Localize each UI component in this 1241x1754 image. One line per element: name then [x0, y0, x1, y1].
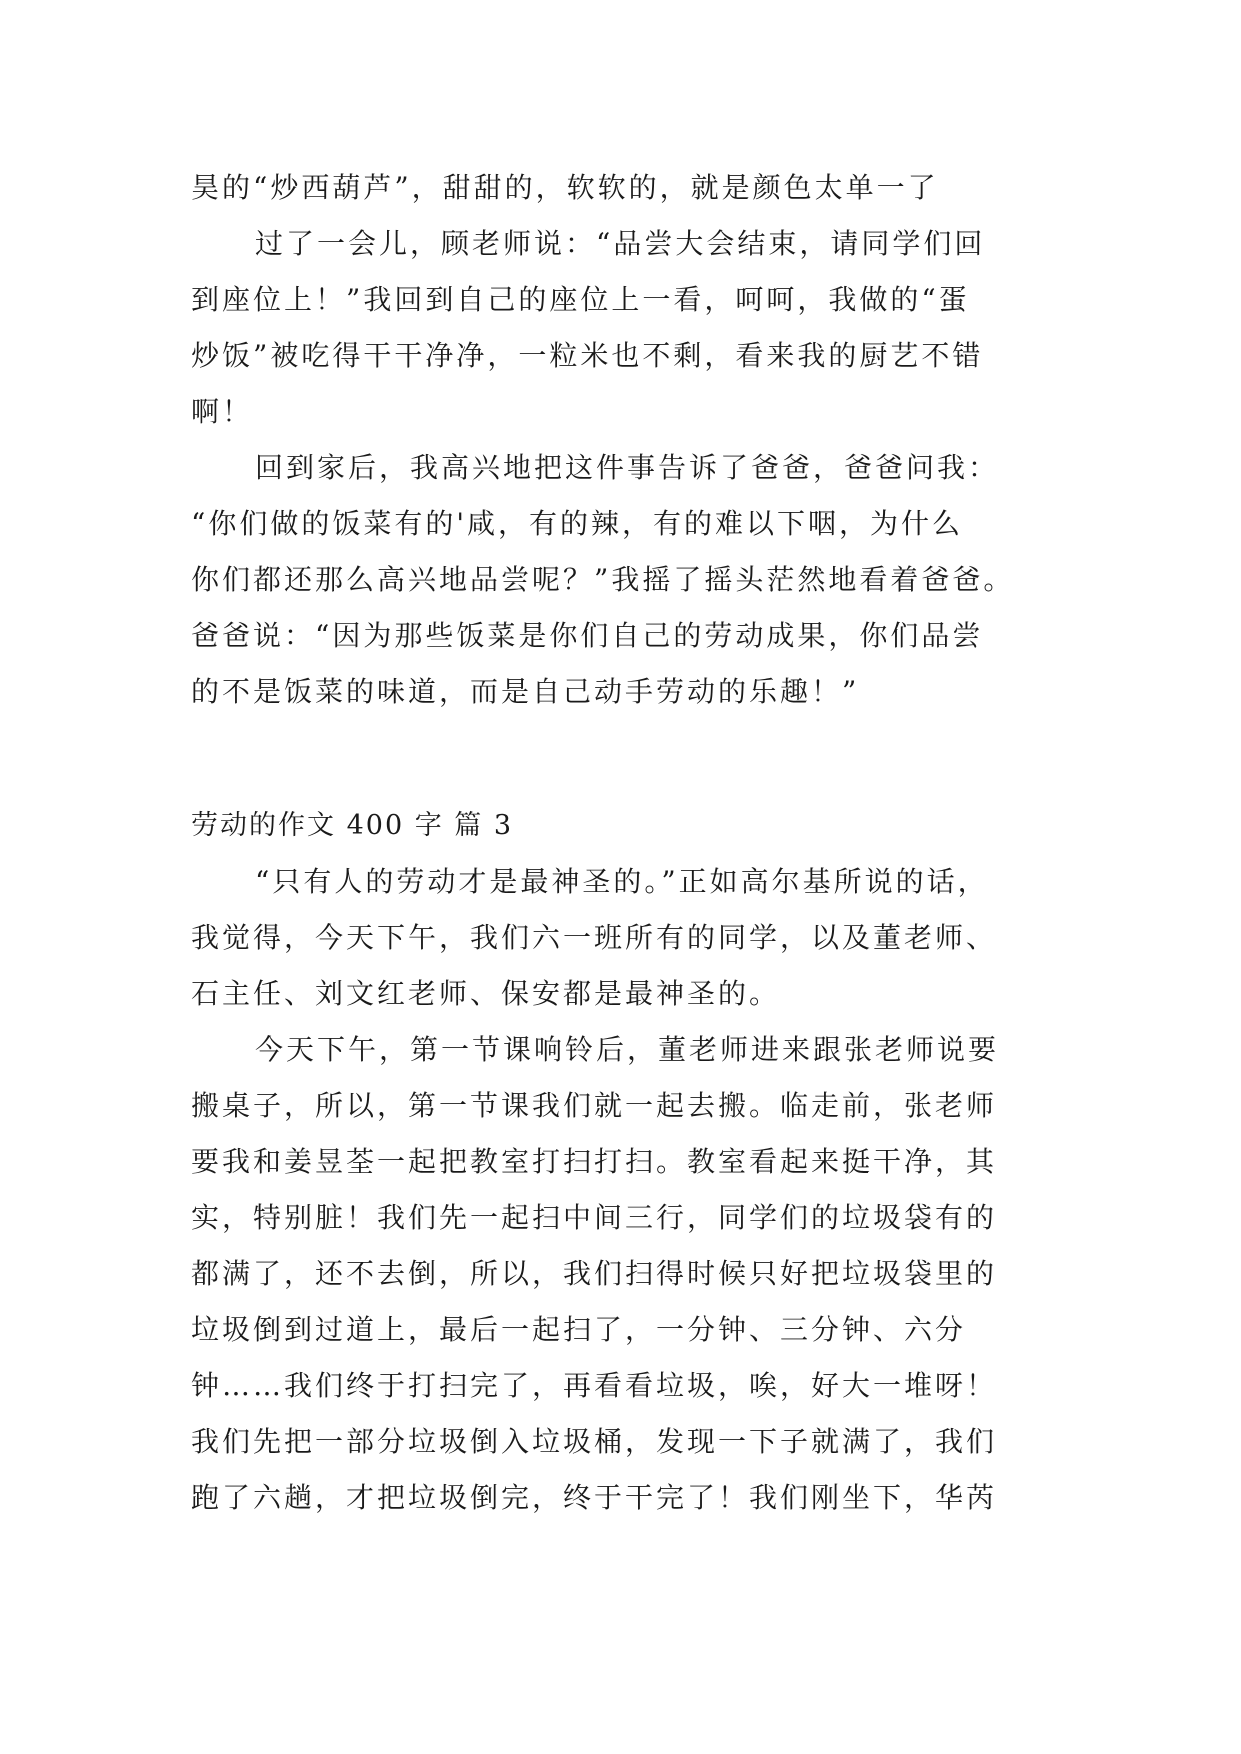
document-body — [191, 160, 1061, 1526]
text-line: 要我和姜昱荃一起把教室打扫打扫。教室看起来挺干净，其 — [191, 1145, 998, 1178]
text-line: 爸爸说：“因为那些饭菜是你们自己的劳动成果，你们品尝 — [191, 619, 984, 652]
text-line: 石主任、刘文红老师、保安都是最神圣的。 — [191, 977, 781, 1010]
text-line: 过了一会儿，顾老师说：“品尝大会结束，请同学们回 — [255, 227, 986, 260]
text-line: 垃圾倒到过道上，最后一起扫了，一分钟、三分钟、六分 — [191, 1313, 967, 1346]
text-line: “只有人的劳动才是最神圣的。”正如高尔基所说的话， — [255, 865, 989, 898]
text-line: “你们做的饭菜有的'咸，有的辣，有的难以下咽，为什么 — [191, 507, 964, 540]
paragraph-afternoon — [191, 1022, 1061, 1526]
paragraph-tasting-end — [191, 216, 1061, 440]
text-line: 啊！ — [191, 395, 254, 428]
text-line: 搬桌子，所以，第一节课我们就一起去搬。临走前，张老师 — [191, 1089, 998, 1122]
text-line: 的不是饭菜的味道，而是自己动手劳动的乐趣！” — [191, 675, 860, 708]
text-line: 我觉得，今天下午，我们六一班所有的同学，以及董老师、 — [191, 921, 998, 954]
text-line: 回到家后，我高兴地把这件事告诉了爸爸，爸爸问我： — [255, 451, 1000, 484]
section-heading: 劳动的作文 400 字 篇 3 — [191, 810, 514, 841]
text-line: 昊的“炒西葫芦”，甜甜的，软软的，就是颜色太单一了 — [191, 171, 939, 204]
text-line: 到座位上！”我回到自己的座位上一看，呵呵，我做的“蛋 — [191, 283, 970, 316]
text-line: 钟……我们终于打扫完了，再看看垃圾，唉，好大一堆呀！ — [191, 1369, 998, 1402]
paragraph-continuation — [191, 160, 1061, 216]
paragraph-gorky-quote — [191, 854, 1061, 1022]
text-line: 都满了，还不去倒，所以，我们扫得时候只好把垃圾袋里的 — [191, 1257, 998, 1290]
text-line: 跑了六趟，才把垃圾倒完，终于干完了！我们刚坐下，华芮 — [191, 1481, 998, 1514]
text-line: 炒饭”被吃得干干净净，一粒米也不剩，看来我的厨艺不错 — [191, 339, 984, 372]
paragraph-home — [191, 440, 1061, 720]
text-line: 我们先把一部分垃圾倒入垃圾桶，发现一下子就满了，我们 — [191, 1425, 998, 1458]
text-line: 今天下午，第一节课响铃后，董老师进来跟张老师说要 — [255, 1033, 1000, 1066]
text-line: 你们都还那么高兴地品尝呢？”我摇了摇头茫然地看着爸爸。 — [191, 563, 1015, 596]
text-line: 实，特别脏！我们先一起扫中间三行，同学们的垃圾袋有的 — [191, 1201, 998, 1234]
